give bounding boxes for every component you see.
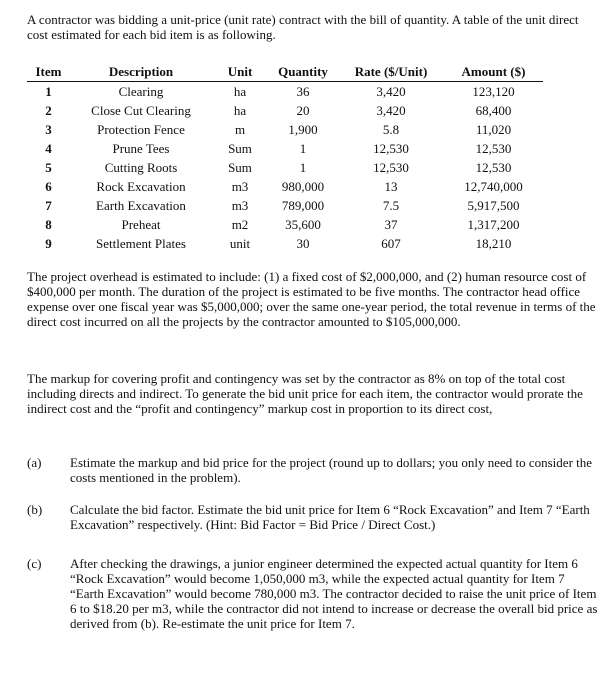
cell-amount: 68,400 — [475, 103, 512, 118]
cell-unit: m2 — [231, 217, 249, 232]
cell-unit: ha — [233, 84, 247, 99]
cell-amount: 12,530 — [475, 141, 512, 156]
header-quantity: Quantity — [268, 61, 338, 82]
cell-description: Settlement Plates — [96, 236, 186, 251]
cell-amount: 1,317,200 — [467, 217, 520, 232]
bill-of-quantity-table — [27, 61, 543, 253]
cell-unit: ha — [233, 103, 247, 118]
table-row — [27, 177, 543, 196]
cell-rate: 3,420 — [376, 103, 406, 118]
cell-quantity: 35,600 — [285, 217, 321, 232]
question-text: Calculate the bid factor. Estimate the bid unit price for Item 6 “Rock Excavation” and Item 7 “Earth Excavation” respectively. (Hint: Bid Factor = Bid Price / Direct Cost.) — [70, 502, 590, 532]
cell-rate: 37 — [384, 217, 398, 232]
cell-description: Close Cut Clearing — [91, 103, 191, 118]
cell-description: Prune Tees — [112, 141, 170, 156]
cell-quantity: 1,900 — [288, 122, 318, 137]
cell-item: 2 — [45, 103, 52, 118]
cell-description: Protection Fence — [97, 122, 185, 137]
cell-quantity: 30 — [296, 236, 310, 251]
header-amount: Amount ($) — [444, 61, 543, 82]
cell-amount: 18,210 — [475, 236, 512, 251]
cell-item: 1 — [45, 84, 52, 99]
cell-description: Preheat — [121, 217, 161, 232]
table-row — [27, 120, 543, 139]
table-row — [27, 101, 543, 120]
cell-rate: 3,420 — [376, 84, 406, 99]
cell-item: 4 — [45, 141, 52, 156]
cell-item: 8 — [45, 217, 52, 232]
table-row — [27, 234, 543, 253]
cell-unit: m — [234, 122, 246, 137]
header-unit: Unit — [212, 61, 268, 82]
header-rate: Rate ($/Unit) — [338, 61, 444, 82]
question-label: (c) — [27, 556, 42, 571]
cell-unit: m3 — [231, 198, 249, 213]
question-text: After checking the drawings, a junior engineer determined the expected actual quantity for Item 6 “Rock Excavation” would become 1,050,000 m3, while the expected actual quantity for Item 7 “Earth Excavation” would become 780,000 m3. The contractor decided to raise the unit price of Item 6 to $18.20 per m3, while the contractor did not intend to increase or decrease the overall bid price as derived from (b). Re-estimate the unit price for Item 7. — [70, 556, 598, 631]
cell-unit: Sum — [228, 141, 252, 156]
cell-amount: 12,740,000 — [464, 179, 523, 194]
cell-unit: m3 — [231, 179, 249, 194]
intro-text: A contractor was bidding a unit-price (unit rate) contract with the bill of quantity. A table of the unit direct cost estimated for each bid item is as following. — [27, 12, 579, 42]
cell-rate: 12,530 — [373, 160, 409, 175]
cell-item: 7 — [45, 198, 52, 213]
markup-paragraph: The markup for covering profit and contingency was set by the contractor as 8% on top of the total cost including directs and indirect. To generate the bid unit price for each item, the contractor would prorate the indirect cost and the “profit and contingency” markup cost in proportion to its direct cost, — [27, 371, 583, 416]
overhead-paragraph: The project overhead is estimated to include: (1) a fixed cost of $2,000,000, and (2) human resource cost of $400,000 per month. The duration of the project is estimated to be five months. The contractor head office expense over one fiscal year was $5,000,000; over the same one-year period, the total revenue in terms of the direct cost incurred on all the projects by the contractor amounted to $105,000,000. — [27, 269, 596, 329]
cell-amount: 11,020 — [475, 122, 512, 137]
header-description: Description — [70, 61, 212, 82]
table-row — [27, 196, 543, 215]
cell-unit: Sum — [228, 160, 252, 175]
cell-description: Clearing — [118, 84, 164, 99]
cell-rate: 5.8 — [382, 122, 400, 137]
table-row — [27, 215, 543, 234]
table-row — [27, 158, 543, 177]
cell-description: Rock Excavation — [96, 179, 186, 194]
cell-item: 9 — [45, 236, 52, 251]
cell-quantity: 789,000 — [281, 198, 325, 213]
cell-unit: unit — [229, 236, 251, 251]
header-item: Item — [27, 61, 70, 82]
cell-quantity: 1 — [299, 160, 307, 175]
question-label: (b) — [27, 502, 43, 517]
cell-amount: 5,917,500 — [467, 198, 520, 213]
cell-item: 5 — [45, 160, 52, 175]
question-text: Estimate the markup and bid price for the project (round up to dollars; you only need to consider the costs mentioned in the problem). — [70, 455, 593, 485]
cell-quantity: 1 — [299, 141, 307, 156]
cell-rate: 7.5 — [382, 198, 400, 213]
table-row — [27, 82, 543, 102]
question-label: (a) — [27, 455, 42, 470]
cell-quantity: 20 — [296, 103, 310, 118]
cell-quantity: 980,000 — [281, 179, 325, 194]
cell-item: 3 — [45, 122, 52, 137]
cell-rate: 607 — [381, 236, 401, 251]
cell-description: Cutting Roots — [104, 160, 178, 175]
table-header-row — [27, 61, 543, 82]
cell-description: Earth Excavation — [96, 198, 186, 213]
cell-quantity: 36 — [296, 84, 310, 99]
cell-rate: 12,530 — [373, 141, 409, 156]
cell-amount: 123,120 — [472, 84, 515, 99]
cell-rate: 13 — [384, 179, 398, 194]
cell-amount: 12,530 — [475, 160, 512, 175]
table-row — [27, 139, 543, 158]
cell-item: 6 — [45, 179, 52, 194]
